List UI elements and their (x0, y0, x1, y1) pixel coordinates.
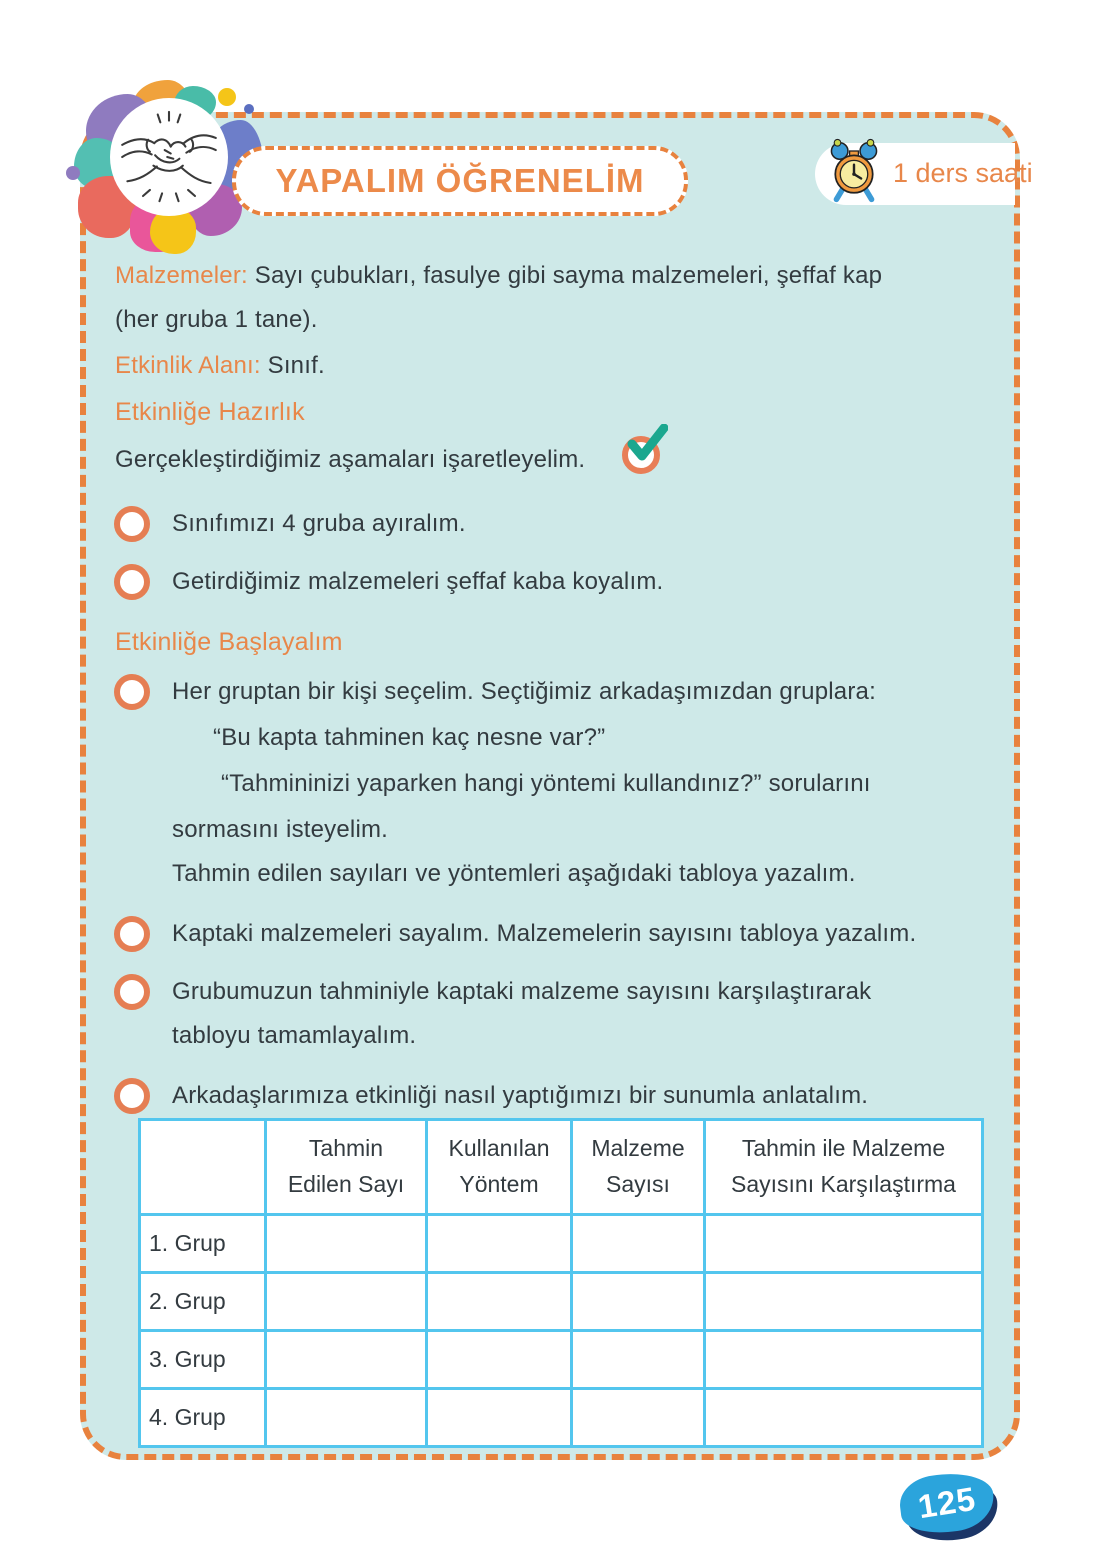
table-cell-input[interactable] (705, 1389, 983, 1447)
table-row (140, 1331, 983, 1389)
prep-instruction: Gerçekleştirdiğimiz aşamaları işaretleyelim. (115, 446, 586, 473)
row-label: 1. Grup (140, 1215, 266, 1273)
table-cell-input[interactable] (705, 1331, 983, 1389)
row-label: 2. Grup (140, 1273, 266, 1331)
activity-step3-line: tabloyu tamamlayalım. (172, 1022, 417, 1049)
activity-area-label: Etkinlik Alanı: (115, 352, 261, 379)
table-cell-input[interactable] (427, 1389, 572, 1447)
duration-pill (815, 143, 1033, 205)
activity-area-value: Sınıf. (267, 352, 325, 379)
activity-area-line (115, 352, 325, 380)
table-cell-input[interactable] (572, 1273, 705, 1331)
table-cell-input[interactable] (572, 1389, 705, 1447)
activity-step1-quote: “Tahmininizi yaparken hangi yöntemi kullandınız?” sorularını (221, 770, 871, 797)
table-header: Tahmin ile Malzeme Sayısını Karşılaştırma (705, 1120, 983, 1215)
table-cell-input[interactable] (705, 1273, 983, 1331)
table-cell-input[interactable] (266, 1273, 427, 1331)
table-header: Malzeme Sayısı (572, 1120, 705, 1215)
prep-step: Sınıfımızı 4 gruba ayıralım. (172, 510, 466, 537)
table-row (140, 1273, 983, 1331)
table-cell-input[interactable] (266, 1389, 427, 1447)
table-cell-input[interactable] (427, 1331, 572, 1389)
table-row (140, 1389, 983, 1447)
table-cell-input[interactable] (572, 1215, 705, 1273)
activity-step1-line: Her gruptan bir kişi seçelim. Seçtiğimiz arkadaşımızdan gruplara: (172, 678, 876, 705)
activity-step4: Arkadaşlarımıza etkinliği nasıl yaptığımızı bir sunumla anlatalım. (172, 1082, 869, 1109)
table-header-empty (140, 1120, 266, 1215)
alarm-clock-icon (821, 137, 887, 209)
activity-step2: Kaptaki malzemeleri sayalım. Malzemelerin sayısını tabloya yazalım. (172, 920, 917, 947)
checkbox-circle[interactable] (114, 564, 150, 600)
teamwork-hands-illustration (110, 98, 228, 216)
splash-blob (218, 88, 236, 106)
activity-heading: Etkinliğe Başlayalım (115, 628, 343, 656)
activity-step1-line: Tahmin edilen sayıları ve yöntemleri aşağıdaki tabloya yazalım. (172, 860, 856, 887)
table-cell-input[interactable] (427, 1215, 572, 1273)
page-number: 125 (915, 1479, 979, 1526)
materials-line-2: (her gruba 1 tane). (115, 306, 318, 333)
prep-step: Getirdiğimiz malzemeleri şeffaf kaba koyalım. (172, 568, 664, 595)
splash-blob (244, 104, 254, 114)
row-label: 3. Grup (140, 1331, 266, 1389)
materials-label: Malzemeler: (115, 262, 248, 289)
table-header: Tahmin Edilen Sayı (266, 1120, 427, 1215)
activity-step1-quote: “Bu kapta tahminen kaç nesne var?” (213, 724, 606, 751)
table-cell-input[interactable] (266, 1331, 427, 1389)
table-row (140, 1215, 983, 1273)
table-cell-input[interactable] (427, 1273, 572, 1331)
checkbox-circle[interactable] (114, 506, 150, 542)
prep-heading: Etkinliğe Hazırlık (115, 398, 305, 426)
table-cell-input[interactable] (705, 1215, 983, 1273)
checkbox-circle[interactable] (114, 1078, 150, 1114)
checkbox-circle[interactable] (114, 974, 150, 1010)
checkbox-circle[interactable] (114, 916, 150, 952)
materials-text: Sayı çubukları, fasulye gibi sayma malzemeleri, şeffaf kap (254, 262, 883, 289)
splash-blob (66, 166, 80, 180)
activity-step3-line: Grubumuzun tahminiyle kaptaki malzeme sayısını karşılaştırarak (172, 978, 872, 1005)
page-title: YAPALIM ÖĞRENELİM (275, 162, 645, 199)
results-table (138, 1118, 984, 1448)
checkbox-circle[interactable] (114, 674, 150, 710)
table-cell-input[interactable] (266, 1215, 427, 1273)
checkmark-icon (622, 424, 668, 476)
duration-label: 1 ders saati (893, 158, 1033, 188)
table-header: Kullanılan Yöntem (427, 1120, 572, 1215)
page-number-badge (898, 1472, 1006, 1546)
table-cell-input[interactable] (572, 1331, 705, 1389)
page-title-box (232, 146, 688, 216)
materials-line-1 (115, 262, 882, 290)
activity-step1-line: sormasını isteyelim. (172, 816, 389, 843)
row-label: 4. Grup (140, 1389, 266, 1447)
